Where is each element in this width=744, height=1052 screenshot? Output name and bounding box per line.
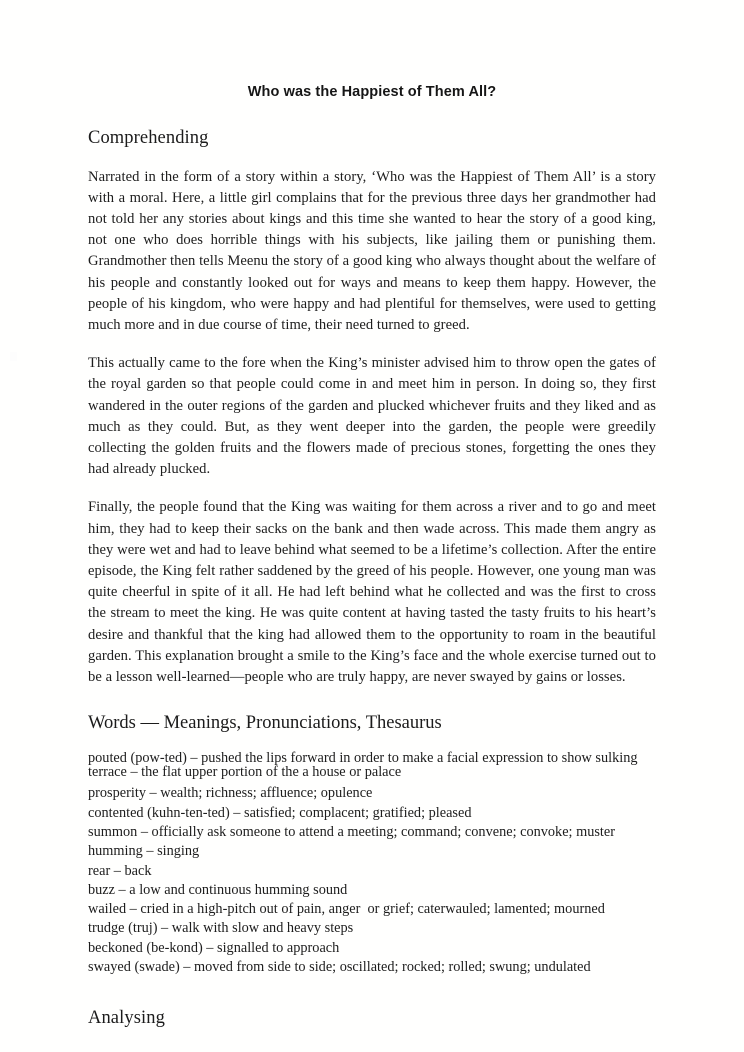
page-title: Who was the Happiest of Them All?	[247, 84, 497, 100]
analysing-section	[88, 1007, 656, 1030]
list-item: contented (kuhn-ten-ted) – satisfied; complacent; gratified; pleased	[88, 804, 472, 821]
list-item: terrace – the flat upper portion of the a house or palace	[88, 763, 402, 780]
list-item: trudge (truj) – walk with slow and heavy steps	[88, 920, 354, 937]
list-item: wailed – cried in a high-pitch out of pain, anger or grief; caterwauled; lamented; mourned	[88, 901, 605, 918]
section-heading-analysing: Analysing	[88, 1008, 165, 1029]
page-edge-artifact	[10, 352, 17, 361]
paragraph: Finally, the people found that the King was waiting for them across a river and to go and meet him, they had to keep their sacks on the bank and then wade across. This made them angry as they were wet and had to leave behind what seemed to be a lifetime’s collection. After the entire episode, the King felt rather saddened by the greed of his people. However, one young man was quite cheerful in spite of it all. He had left behind what he collected and was the first to cross the stream to meet the king. He was quite content at having tasted the tasty fruits to his heart’s desire and thankful that the king had allowed them to the opportunity to roam in the beautiful garden. This explanation brought a smile to the King’s face and the whole exercise turned out to be a lesson well-learned—people who are truly happy, are never swayed by gains or losses.	[88, 499, 656, 685]
document-content	[88, 84, 656, 1046]
list-item: summon – officially ask someone to attend a meeting; command; convene; convoke; muster	[88, 823, 616, 840]
list-item: rear – back	[88, 862, 152, 879]
list-item: buzz – a low and continuous humming sound	[88, 881, 348, 898]
paragraph: This actually came to the fore when the King’s minister advised him to throw open the gates of the royal garden so that people could come in and meet him in person. In doing so, they first wandered in the outer regions of the garden and plucked whichever fruits and they liked and as much as they could. But, as they went deeper into the garden, the people were greedily collecting the golden fruits and the flowers made of precious stones, forgetting the ones they had already plucked.	[88, 355, 656, 478]
list-item: humming – singing	[88, 843, 200, 860]
list-item: beckoned (be-kond) – signalled to approach	[88, 939, 340, 956]
paragraph: Narrated in the form of a story within a story, ‘Who was the Happiest of Them All’ is a story with a moral. Here, a little girl complains that for the previous three days her grandmother had not told her any stories about kings and this time she wanted to hear the story of a good king, not one who does horrible things with his subjects, like jailing them or punishing them. Grandmother then tells Meenu the story of a good king who always thought about the welfare of his people and constantly looked out for ways and means to keep them happy. However, the people of his kingdom, who were happy and had plentiful for themselves, were used to getting much more and in due course of time, their need turned to greed.	[88, 168, 656, 333]
vocabulary-list	[88, 749, 656, 977]
list-item: prosperity – wealth; richness; affluence; opulence	[88, 785, 373, 802]
section-heading-words: Words — Meanings, Pronunciations, Thesaurus	[88, 713, 442, 734]
list-item: pouted (pow-ted) – pushed the lips forward in order to make a facial expression to show sulking	[88, 750, 638, 767]
section-heading-comprehending: Comprehending	[88, 128, 209, 149]
list-item: swayed (swade) – moved from side to side; oscillated; rocked; rolled; swung; undulated	[88, 958, 591, 975]
